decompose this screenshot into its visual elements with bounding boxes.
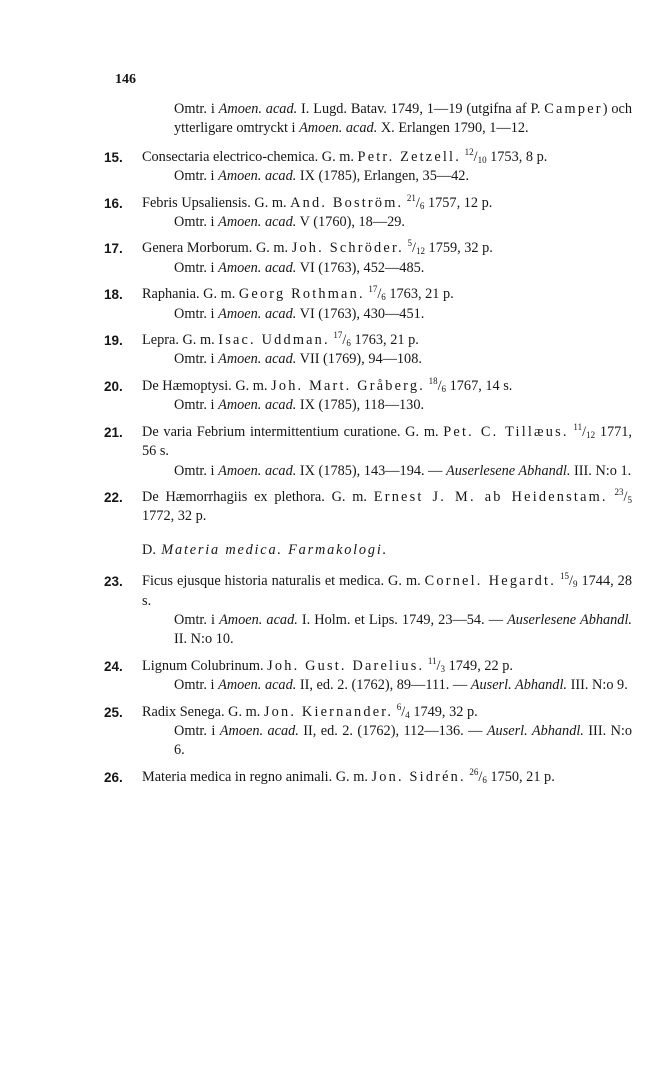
journal-title: Amoen. acad. bbox=[218, 214, 297, 231]
entry-author: Jon. Kiernander. bbox=[263, 703, 394, 720]
entry-title-line: Genera Morborum. G. m. Joh. Schröder. $^5/_{12}$ 1759, 32 p. bbox=[142, 238, 493, 257]
entry-author: Joh. Mart. Gråberg. bbox=[271, 377, 425, 394]
date-month: 6 bbox=[381, 292, 386, 303]
entry-reference: Omtr. i Amoen. acad. IX (1785), Erlangen, 35—42. bbox=[174, 168, 470, 185]
entry-reference: Omtr. i Amoen. acad. V (1760), 18—29. bbox=[174, 214, 405, 231]
entry-title-line: De Hæmoptysi. G. m. Joh. Mart. Gråberg. $^{18}/_6$ 1767, 14 s. bbox=[142, 375, 513, 394]
entry-author: Joh. Schröder. bbox=[291, 240, 404, 257]
entry-number: 26. bbox=[104, 769, 123, 785]
entry-year-pages: 1772, 32 p. bbox=[142, 508, 207, 525]
date-day: 17 bbox=[333, 330, 343, 341]
date-month: 6 bbox=[482, 774, 487, 785]
date-month: 12 bbox=[415, 246, 425, 257]
journal-title: Auserlesene Abhandl. bbox=[446, 462, 571, 479]
date-day: 15 bbox=[560, 571, 569, 582]
journal-title: Amoen. acad. bbox=[219, 722, 299, 739]
entry-year-pages: 1763, 21 p. bbox=[385, 286, 454, 303]
date-month: 6 bbox=[346, 338, 351, 349]
date-day: 6 bbox=[396, 701, 402, 712]
bibliography-entry bbox=[104, 572, 632, 650]
journal-title: Amoen. acad. bbox=[218, 397, 297, 414]
page-number: 146 bbox=[115, 72, 136, 87]
entry-author: Joh. Gust. Darelius. bbox=[267, 657, 425, 674]
date-month: 5 bbox=[627, 494, 633, 505]
date-month: 12 bbox=[586, 429, 596, 440]
date-day: 26 bbox=[469, 766, 479, 777]
entry-year-pages: 1757, 12 p. bbox=[424, 194, 493, 211]
date-day: 12 bbox=[464, 146, 474, 157]
date-month: 9 bbox=[572, 579, 578, 590]
entry-author: Cornel. Hegardt. bbox=[424, 573, 556, 590]
date-month: 6 bbox=[419, 200, 425, 211]
journal-title: Auserl. Abhandl. bbox=[486, 722, 584, 739]
entry-year-pages: 1767, 14 s. bbox=[446, 377, 513, 394]
date-day: 23 bbox=[614, 486, 624, 497]
entry-title-line: Raphania. G. m. Georg Rothman. $^{17}/_6$ 1763, 21 p. bbox=[142, 284, 454, 303]
journal-title: Amoen. acad. bbox=[218, 677, 297, 694]
entry-title: Febris Upsaliensis. G. m. bbox=[142, 194, 291, 211]
entry-author: Jon. Sidrén. bbox=[371, 768, 466, 785]
entry-reference: Omtr. i Amoen. acad. I. Holm. et Lips. 1749, 23—54. — Auserlesene Abhandl. II. N:o 10. bbox=[174, 611, 632, 648]
entry-reference: Omtr. i Amoen. acad. IX (1785), 143—194. — Auserlesene Abhandl. III. N:o 1. bbox=[174, 462, 632, 479]
bibliography-entry bbox=[104, 377, 632, 416]
entry-number: 20. bbox=[104, 378, 123, 394]
journal-title: Amoen. acad. bbox=[218, 168, 297, 185]
entry-title: Radix Senega. G. m. bbox=[142, 703, 264, 720]
entry-title: Raphania. G. m. bbox=[142, 286, 239, 303]
entry-reference: Omtr. i Amoen. acad. II, ed. 2. (1762), 112—136. — Auserl. Abhandl. III. N:o 6. bbox=[174, 722, 633, 759]
journal-title: Amoen. acad. bbox=[218, 351, 297, 368]
date-month: 4 bbox=[405, 709, 410, 720]
entry-title-line: De varia Febrium intermittentium curatione. G. m. Pet. C. Tillæus. $^{11}/_{12}$ 1771, 56 s. bbox=[142, 421, 633, 460]
bibliography-entry bbox=[104, 148, 632, 187]
entry-title: Materia medica in regno animali. G. m. bbox=[142, 768, 372, 785]
bibliography-entry bbox=[104, 657, 632, 696]
bibliography-entry bbox=[104, 768, 632, 787]
bibliography-entry bbox=[104, 488, 632, 527]
entry-title-line: Lepra. G. m. Isac. Uddman. $^{17}/_6$ 1763, 21 p. bbox=[142, 330, 419, 349]
journal-title: Amoen. acad. bbox=[218, 259, 297, 276]
entry-title: Ficus ejusque historia naturalis et medica. G. m. bbox=[142, 573, 425, 590]
intro-continuation bbox=[104, 100, 632, 139]
entry-title: De varia Febrium intermittentium curatione. G. m. bbox=[142, 423, 444, 440]
entry-title: Lignum Colubrinum. bbox=[142, 657, 268, 674]
entry-number: 17. bbox=[104, 241, 123, 257]
journal-title: Amoen. acad. bbox=[218, 462, 297, 479]
entry-title-line: Lignum Colubrinum. Joh. Gust. Darelius. $^{11}/_3$ 1749, 22 p. bbox=[142, 655, 513, 674]
entry-reference: Omtr. i Amoen. acad. II, ed. 2. (1762), 89—111. — Auserl. Abhandl. III. N:o 9. bbox=[174, 677, 628, 694]
entry-year-pages: 1750, 21 p. bbox=[486, 768, 555, 785]
entry-title: Genera Morborum. G. m. bbox=[142, 240, 292, 257]
journal-title: Amoen. acad. bbox=[219, 611, 298, 628]
entry-title-line: Consectaria electrico-chemica. G. m. Petr. Zetzell. $^{12}/_{10}$ 1753, 8 p. bbox=[142, 146, 548, 165]
journal-title: Amoen. acad. bbox=[218, 305, 297, 322]
date-month: 3 bbox=[440, 663, 446, 674]
text-column bbox=[104, 100, 632, 794]
entry-reference: Omtr. i Amoen. acad. VII (1769), 94—108. bbox=[174, 351, 422, 368]
entry-reference: Omtr. i Amoen. acad. IX (1785), 118—130. bbox=[174, 397, 425, 414]
entry-title: De Hæmorrhagiis ex plethora. G. m. bbox=[142, 488, 374, 505]
entry-title-line: Febris Upsaliensis. G. m. And. Boström. $^{21}/_6$ 1757, 12 p. bbox=[142, 192, 493, 211]
entry-title-line: Radix Senega. G. m. Jon. Kiernander. $^6/_4$ 1749, 32 p. bbox=[142, 701, 478, 720]
entry-year-pages: 1771, 56 s. bbox=[142, 423, 633, 460]
bibliography-entry bbox=[104, 194, 632, 233]
date-day: 11 bbox=[427, 655, 437, 666]
entry-number: 24. bbox=[104, 658, 123, 674]
journal-title: Auserl. Abhandl. bbox=[470, 677, 568, 694]
entry-author: And. Boström. bbox=[290, 194, 404, 211]
section-heading: D. Materia medica. Farmakologi. bbox=[142, 541, 388, 558]
bibliography-entry bbox=[104, 285, 632, 324]
entry-year-pages: 1744, 28 s. bbox=[142, 573, 632, 609]
entry-number: 23. bbox=[104, 574, 123, 590]
entry-author: Isac. Uddman. bbox=[218, 332, 330, 349]
bibliography-entry bbox=[104, 239, 632, 278]
entry-number: 16. bbox=[104, 195, 123, 211]
entry-reference: Omtr. i Amoen. acad. VI (1763), 452—485. bbox=[174, 259, 425, 276]
entry-title-line: Materia medica in regno animali. G. m. Jon. Sidrén. $^{26}/_6$ 1750, 21 p. bbox=[142, 766, 555, 785]
entry-number: 19. bbox=[104, 333, 123, 349]
entry-number: 22. bbox=[104, 489, 123, 505]
entry-author: Georg Rothman. bbox=[238, 286, 365, 303]
entry-title-line: De Hæmorrhagiis ex plethora. G. m. Ernest J. M. ab Heidenstam. $^{23}/_5$ 1772, 32 p. bbox=[142, 486, 633, 525]
entry-year-pages: 1753, 8 p. bbox=[486, 148, 548, 165]
intro-reference: Omtr. i Amoen. acad. I. Lugd. Batav. 1749, 1—19 (utgifna af P. Camper) och ytterligare omtryckt i Amoen. acad. X. Erlangen 1790, 1—12. bbox=[174, 101, 633, 137]
entry-number: 18. bbox=[104, 287, 123, 303]
entry-year-pages: 1749, 22 p. bbox=[445, 657, 513, 674]
date-day: 21 bbox=[406, 192, 416, 203]
entry-author: Pet. C. Tillæus. bbox=[443, 423, 569, 440]
entry-title-line: Ficus ejusque historia naturalis et medica. G. m. Cornel. Hegardt. $^{15}/_9$ 1744, 28 s. bbox=[142, 571, 632, 609]
entry-title: De Hæmoptysi. G. m. bbox=[142, 377, 272, 394]
date-day: 11 bbox=[573, 421, 583, 432]
entry-number: 25. bbox=[104, 704, 123, 720]
date-month: 6 bbox=[441, 383, 447, 394]
entry-year-pages: 1763, 21 p. bbox=[350, 332, 419, 349]
entry-author: Ernest J. M. ab Heidenstam. bbox=[373, 488, 608, 505]
entry-author: Petr. Zetzell. bbox=[357, 148, 461, 165]
bibliography-entry bbox=[104, 703, 632, 761]
entry-title: Consectaria electrico-chemica. G. m. bbox=[142, 148, 358, 165]
entry-title: Lepra. G. m. bbox=[142, 332, 219, 349]
date-month: 10 bbox=[477, 154, 487, 165]
entry-reference: Omtr. i Amoen. acad. VI (1763), 430—451. bbox=[174, 305, 425, 322]
entry-number: 15. bbox=[104, 149, 123, 165]
journal-title: Auserlesene Abhandl. bbox=[507, 611, 632, 628]
bibliography-entry bbox=[104, 331, 632, 370]
date-day: 17 bbox=[368, 284, 378, 295]
bibliography-entry bbox=[104, 423, 632, 481]
entry-year-pages: 1759, 32 p. bbox=[424, 240, 493, 257]
entry-year-pages: 1749, 32 p. bbox=[409, 703, 478, 720]
date-day: 18 bbox=[428, 375, 438, 386]
entry-number: 21. bbox=[104, 424, 123, 440]
date-day: 5 bbox=[407, 238, 412, 249]
